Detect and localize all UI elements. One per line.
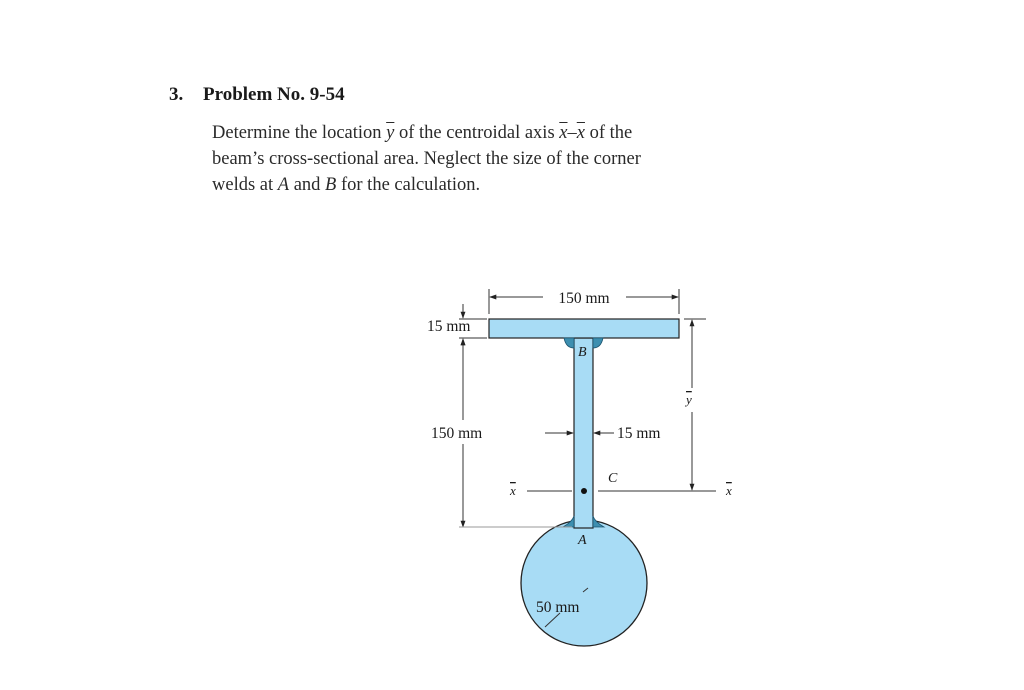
- dim-radius-label: 50 mm: [536, 599, 580, 616]
- centroid-point: [581, 488, 587, 494]
- centroid-c-label: C: [608, 471, 618, 486]
- xbar-symbol: $\overline{x}$: [559, 123, 568, 143]
- xbar-right-label: x: [726, 483, 732, 498]
- xbar-symbol: $\overline{x}$: [576, 123, 585, 143]
- dim-web-thickness-label: 15 mm: [617, 425, 661, 442]
- weld-b-label: B: [578, 345, 587, 360]
- dim-flange-thickness-label: 15 mm: [427, 318, 471, 335]
- dash-symbol: –: [567, 123, 577, 143]
- xbar-left-label: x: [510, 483, 516, 498]
- statement-text: and: [289, 175, 326, 195]
- ybar-label: y: [686, 392, 692, 407]
- dim-web-height-label: 150 mm: [431, 425, 483, 442]
- statement-text: of the centroidal axis: [394, 123, 560, 143]
- dim-top-width-label: 150 mm: [558, 290, 610, 307]
- web-plate: [574, 338, 593, 528]
- weld-a-ref: A: [277, 175, 290, 195]
- statement-text: Determine the location: [212, 123, 387, 143]
- statement-text: of the: [584, 123, 633, 143]
- statement-line-2: beam’s cross-sectional area. Neglect the size of the corner: [212, 149, 641, 169]
- weld-b-ref: B: [325, 175, 337, 195]
- problem-title: Problem No. 9-54: [203, 84, 345, 105]
- weld-b-left: [564, 338, 574, 348]
- flange-plate: [489, 319, 679, 338]
- weld-a-label: A: [578, 533, 587, 548]
- cross-section: [489, 319, 679, 646]
- statement-text: for the calculation.: [336, 175, 481, 195]
- statement-text: welds at: [212, 175, 278, 195]
- ybar-symbol: $\overline{y}$: [386, 123, 395, 143]
- problem-number: 3.: [169, 84, 184, 105]
- weld-b-right: [593, 338, 603, 348]
